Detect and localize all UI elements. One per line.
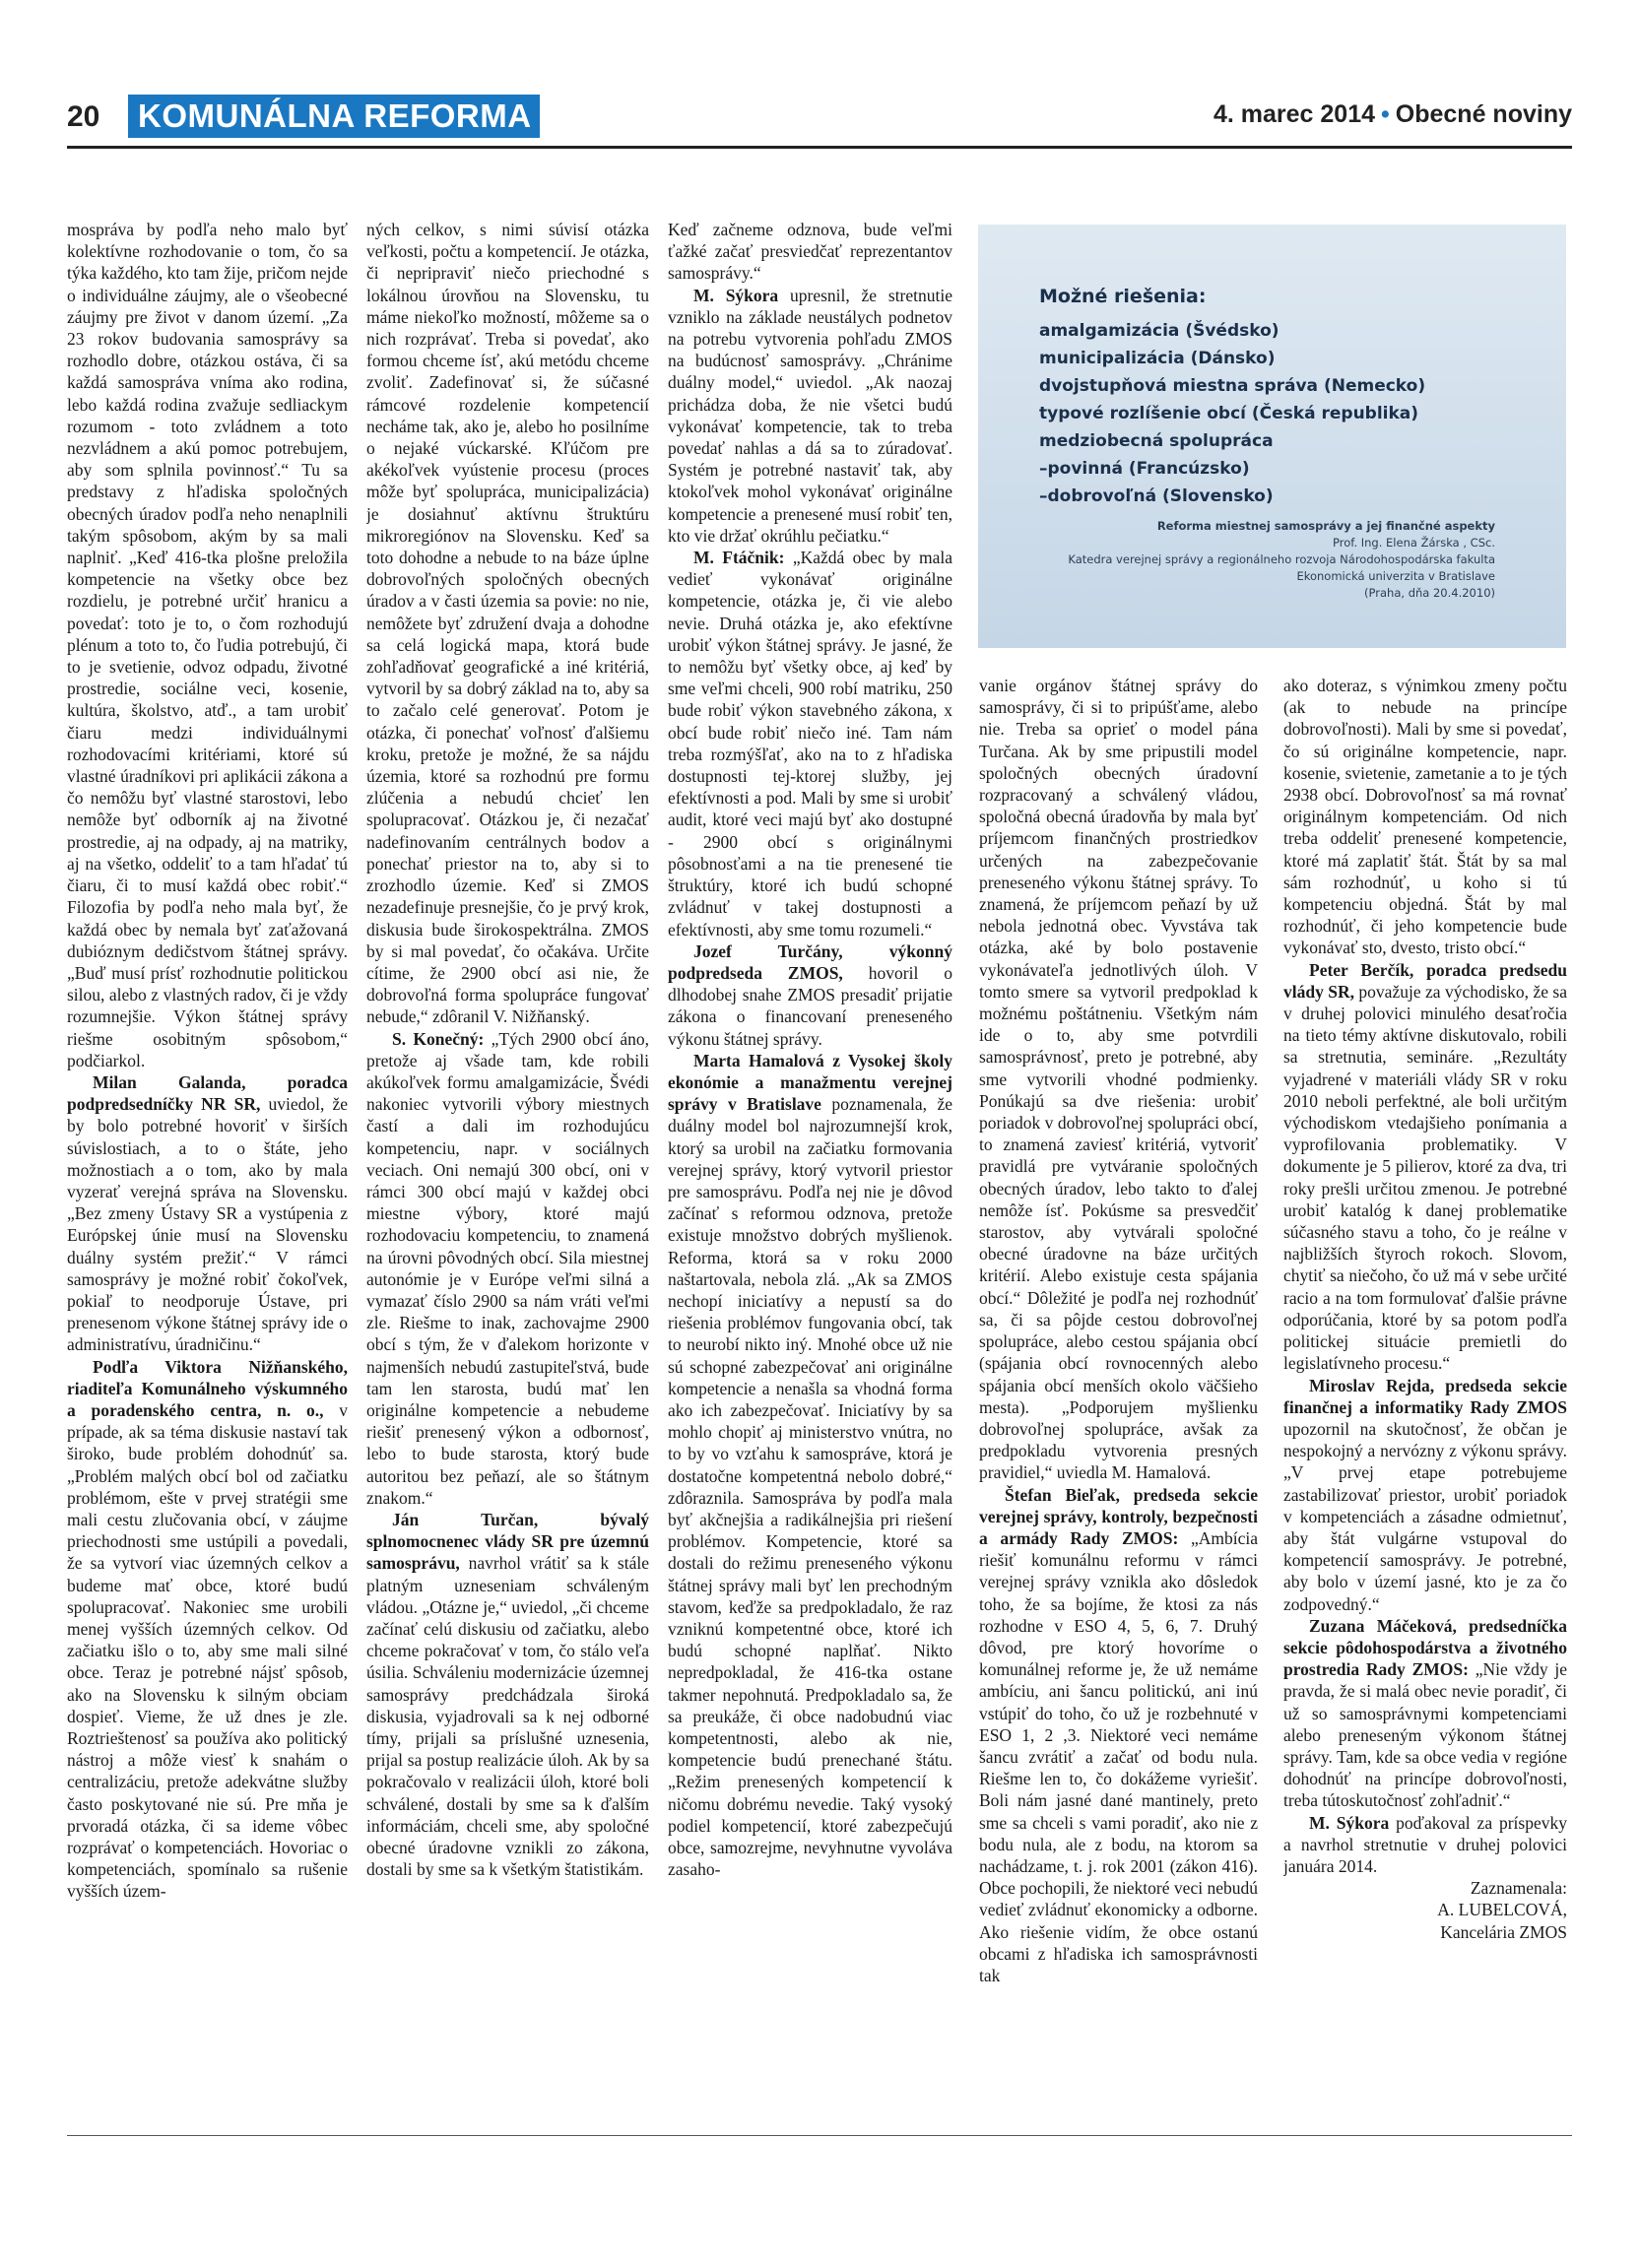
article-paragraph — [1283, 959, 1567, 1375]
article-column-1 — [67, 219, 348, 2129]
slide-source-line: (Praha, dňa 20.4.2010) — [1364, 586, 1495, 600]
speaker-name: Peter Berčík, poradca predsedu vlády SR, — [1283, 959, 1567, 1002]
page-header — [67, 91, 1572, 146]
article-paragraph — [366, 1028, 649, 1509]
article-paragraph — [1283, 675, 1567, 959]
article-paragraph — [1283, 1615, 1567, 1812]
speaker-name: Zuzana Máčeková, predsedníčka sekcie pôdohospodárstva a životného prostredia Rady ZMOS: — [1283, 1615, 1567, 1680]
slide-solutions-list — [1039, 317, 1425, 510]
article-paragraph — [67, 1356, 348, 1903]
slide-item: dvojstupňová miestna správa (Nemecko) — [1039, 376, 1426, 396]
signature-block — [1283, 1877, 1567, 1943]
article-paragraph — [67, 1071, 348, 1356]
slide-item: typové rozlíšenie obcí (Česká republika) — [1039, 404, 1419, 423]
slide-item: municipalizácia (Dánsko) — [1039, 349, 1276, 368]
speaker-name: Milan Galanda, poradca podpredsedníčky NR SR, — [67, 1071, 348, 1115]
separator-dot: • — [1381, 100, 1390, 128]
slide-source — [1068, 518, 1495, 602]
paragraph-text: vanie orgánov štátnej správy do samosprávy, či si to pripúšťame, alebo nie. Treba sa oprieť o model pána Turčana. Ak by sme pripustili model spoločných obecných úradovní rozpracovaný a schválený vládou, spoločná obecná úradovňa by mala byť príjemcom finančných prostriedkov určených na zabezpečovanie preneseného výkonu štátnej správy. To znamená, že príjemcom peňazí by už nebola jednotná obec. Vyvstáva tak otázka, aké by bolo postavenie vykonávateľa jednotlivých úloh. V tomto smere sa vytvoril predpoklad k možnému poštátneniu. Všetkým nám ide o to, aby sme potvrdili samosprávnosť, preto je potrebné, aby sme vytvorili vhodné podmienky. Ponúkajú sa dve riešenia: urobiť poriadok v dobrovoľnej spolupráci obcí, to znamená zaviesť kritériá, vytvoriť pravidlá pre vytváranie spoločných obecných úradov, lebo takto to ďalej nemôže ísť. Pokúsme sa presvedčiť starostov, aby vytvárali spoločné obecné úradovne na báze určitých kritérií. Alebo existuje cesta spájania obcí.“ Dôležité je podľa nej rozhodnúť sa, či sa pôjde cestou dobrovoľnej spolupráce, alebo cestou spájania obcí (spájania obcí rovnocenných alebo spájania obcí menších okolo väčšieho mesta). „Podporujem myšlienku dobrovoľnej spolupráce, avšak za predpokladu vytvorenia presných pravidiel,“ uviedla M. Hamalová. — [979, 676, 1258, 1483]
article-column-4 — [979, 675, 1258, 2129]
paragraph-text: ných celkov, s nimi súvisí otázka veľkosti, počtu a kompetencií. Je otázka, či nepripraviť niečo priechodné s lokálnou úrovňou na Slovensku, tu máme niekoľko možností, môžeme sa o nich rozprávať. Treba si povedať, ako formou chceme ísť, akú metódu chceme zvoliť. Zadefinovať si, že súčasné rámcové rozdelenie kompetencií necháme tak, ako je, alebo ho posilníme o nejaké vúckarské. Kľúčom pre akékoľvek vyústenie procesu (proces môže byť spolupráca, municipalizácia) je dosiahnuť aktívnu štruktúru mikroregiónov na Slovensku. Keď sa toto dohodne a nebude to na báze úplne dobrovoľných spoločných obecných úradov a v časti územia sa povie: no nie, nemôžete byť združení dvaja a dohodne sa celá logická mapa, ktorá bude zohľadňovať geografické a iné kritériá, vytvoril by sa dobrý základ na to, aby sa to začalo celé generovať. Potom je otázka, či ponechať voľnosť ďalšiemu kroku, pretože je možné, že sa nájdu územia, ktoré sa rozhodnú pre formu zlúčenia a nebudú chcieť len spolupracovať. Otázkou je, či nezačať nadefinovaním centrálnych bodov a ponechať priestor na to, aby si to zrozhodlo územie. Keď si ZMOS nezadefinuje presnejšie, čo je prvý krok, diskusia bude širokospektrálna. ZMOS by si mal povedať, čo očakáva. Určite cítime, že 2900 obcí asi nie, že dobrovoľná forma spolupráce fungovať nebude,“ zdôranil V. Nižňanský. — [366, 220, 649, 1027]
paragraph-text: Keď začneme odznova, bude veľmi ťažké začať presviedčať reprezentantov samosprávy.“ — [668, 220, 952, 284]
paragraph-text: poznamenala, že duálny model bol najrozumnejší krok, ktorý sa urobil na začiatku formovania verejnej správy, ktorý vytvoril priestor pre samosprávu. Podľa nej nie je dôvod začínať s reformou odznova, pretože existuje množstvo dobrých myšlienok. Reforma, ktorá sa v roku 2000 naštartovala, nebola zlá. „Ak sa ZMOS nechopí iniciatívy a nepustí sa do riešenia problémov fungovania obcí, tak to neurobí nikto iný. Mnohé obce už nie sú schopné zabezpečovať ani originálne kompetencie a nenašla sa vhodná forma ako ich zabezpečovať. Iniciatívy by sa mohlo chopiť aj ministerstvo vnútra, no to by vo vzťahu k samospráve, ktorá je dostatočne kompetentná nebolo dobré,“ zdôraznila. Samospráva by podľa mala byť akčnejšia a radikálnejšia pri riešení problémov. Kompetencie, ktoré sa dostali do režimu preneseného výkonu štátnej správy mali byť len prechodným stavom, keďže sa predpokladalo, že raz vzniknú kompetentné obce, ktoré ich budú schopné naplňať. Nikto nepredpokladal, že 416-tka ostane takmer nepohnutá. Predpokladalo sa, že sa preukáže, či obce nadobudnú viac kompetentnosti, alebo ak nie, kompetencie budú prenechané štátu. „Režim prenesených kompetencií k ničomu dobrému nevedie. Taký vysoký podiel kompetencií, ktoré zabezpečujú obce, samozrejme, nevyhnutne vyvoláva zasaho- — [668, 1094, 952, 1880]
speaker-name: Jozef Turčány, výkonný podpredseda ZMOS, — [668, 940, 952, 983]
paragraph-text: „Ambícia riešiť komunálnu reformu v rámci verejnej správy vznikla ako dôsledok toho, že sa bojíme, že ktosi za nás rozhodne v ESO 4, 5, 6, 7. Druhý dôvod, pre ktorý hovoríme o komunálnej reforme je, že už nemáme ambíciu, ani šancu politickú, ani inú vstúpiť do toho, čo už je rozbehnuté v ESO 1, 2 ,3. Niektoré veci nemáme šancu zvrátiť a začať od bodu nula. Riešme len to, čo dokážeme vyriešiť. Boli nám jasné dané mantinely, preto sme sa chceli s vami poradiť, ako nie z bodu nula, ale z bodu, na ktorom sa nachádzame, t. j. rok 2001 (zákon 416). Obce pochopili, že niektoré veci nebudú vedieť zvládnuť ekonomicky a odborne. Ako riešenie vidím, že obce ostanú obcami z hľadiska ich samosprávnosti tak — [979, 1527, 1258, 1985]
publication-name: Obecné noviny — [1395, 100, 1572, 128]
speaker-name: M. Sýkora — [693, 285, 779, 305]
article-column-2 — [366, 219, 649, 2129]
paragraph-text: považuje za východisko, že sa v druhej polovici minulého desaťročia na tieto témy aktívne diskutovalo, robili sa stretnutia, semináre. „Rezultáty vyjadrené v materiáli vlády SR v roku 2010 neboli perfektné, ale boli určitým východiskom vtedajšieho ponímania a vyprofilovania problematiky. V dokumente je 5 pilierov, ktoré za dva, tri roky prešli určitou zmenou. Je potrebné urobiť katalóg k danej problematike súčasného stavu a toho, čo je reálne v najbližších štyroch rokoch. Slovom, chytiť sa niečoho, čo už má v sebe určité racio a na tom formulovať ďalšie právne odporúčania, ktoré by sa potom podľa politickej situácie premietli do legislatívneho procesu.“ — [1283, 981, 1567, 1374]
page-number: 20 — [67, 100, 100, 133]
article-paragraph — [668, 285, 952, 547]
speaker-name: Marta Hamalová z Vysokej školy ekonómie a manažmentu verejnej správy v Bratislave — [668, 1050, 952, 1115]
signature-name: A. LUBELCOVÁ, — [1437, 1900, 1567, 1920]
slide-source-line: Ekonomická univerzita v Bratislave — [1296, 569, 1495, 583]
section-title: KOMUNÁLNA REFORMA — [128, 95, 540, 138]
paragraph-text: mospráva by podľa neho malo byť kolektívne rozhodovanie o tom, čo sa týka každého, kto tam žije, pričom nejde o individuálne záujmy, ale o všeobecné záujmy pre život v danom území. „Za 23 rokov budovania samosprávy sa rozhodlo dobre, otázkou ostáva, či sa každá samospráva vníma ako rodina, lebo každá rodina zvažuje sedliackym rozumom - toto zvládnem a toto nezvládnem a akú pomoc potrebujem, aby som splnila povinnosť.“ Tu sa predstavy z hľadiska spoločných obecných úradov podľa neho nenaplnili takým spôsobom, akým by sa mali naplniť. „Keď 416-tka plošne preložila kompetencie na všetky obce bez rozdielu, je potrebné určiť hranicu a povedať: toto je to, o čom rozhodujú plénum a toto to, čo ľudia potrebujú, či to je svetienie, odvoz odpadu, životné prostredie, sociálne veci, kosenie, kultúra, školstvo, atď., a tam urobiť čiaru medzi individuálnymi rozhodovacími kritériami, ktoré sú vlastné úradníkovi pri aplikácii zákona a čo nemôžu byť vlastné starostovi, lebo nemôže byť odborník aj na životné prostredie, aj na odpady, aj na matriky, aj na všetko, oddeliť to a tam hľadať tú čiaru, či to musí každá obec robiť.“ Filozofia by podľa neho mala byť, že každá obec by nemala byť zaťažovaná dubióznym dedičstvom štátnej správy. „Buď musí prísť rozhodnutie politickou silou, alebo z vlastných radov, či je vždy rozumnejšie. Výkon štátnej správy riešme osobitným spôsobom,“ podčiarkol. — [67, 220, 348, 1070]
slide-heading: Možné riešenia: — [1039, 286, 1207, 307]
article-paragraph — [979, 1484, 1258, 1987]
slide-item: medziobecná spolupráca — [1039, 431, 1274, 451]
speaker-name: Ján Turčan, bývalý splnomocnenec vlády SR pre územnú samosprávu, — [366, 1509, 649, 1574]
speaker-name: M. Sýkora — [1309, 1812, 1390, 1833]
header-rule — [67, 146, 1572, 149]
article-paragraph — [366, 219, 649, 1028]
article-paragraph — [979, 675, 1258, 1484]
paragraph-text: navrhol vrátiť sa k stále platným uzneseniam schváleným vládou. „Otázne je,“ uviedol, „či chceme začínať celú diskusiu od začiatku, alebo chceme pokračovať v tom, čo stálo veľa úsilia. Schváleniu modernizácie územnej samosprávy predchádzala široká diskusia, vyjadrovali sa k nej odborné tímy, prijali sa príslušné uznesenia, prijal sa postup realizácie úloh. Ak by sa pokračovalo v realizácii úloh, ktoré boli schválené, dostali by sme sa k ďalším informáciám, chceli sme, aby spoločné obecné úradovne vznikli zo zákona, dostali by sme sa k všetkým štatistikám. — [366, 1553, 649, 1880]
issue-date: 4. marec 2014 — [1213, 100, 1376, 128]
presentation-slide-image — [978, 225, 1566, 648]
slide-item: –povinná (Francúzsko) — [1039, 459, 1250, 479]
dateline — [1214, 100, 1572, 129]
paragraph-text: ako doteraz, s výnimkou zmeny počtu (ak to nebude na princípe dobrovoľnosti). Mali by sme si povedať, čo sú originálne kompetencie, napr. kosenie, svietenie, zametanie a to je tých 2938 obcí. Dobrovoľnosť sa má rovnať originálnym kompetenciám. Od nich treba oddeliť prenesené kompetencie, ktoré má zaplatiť štát. Štát by sa mal sám rozhodnúť, u koho si tú kompetenciu objedná. Štát by mal rozhodnúť, či jeho kompetencie bude vykonávať sto, dvesto, tristo obcí.“ — [1283, 676, 1567, 958]
article-paragraph — [1283, 1812, 1567, 1878]
slide-source-line: Prof. Ing. Elena Žárska , CSc. — [1332, 536, 1495, 550]
signature-org: Kancelária ZMOS — [1440, 1921, 1567, 1942]
paragraph-text: „Tých 2900 obcí áno, pretože aj všade tam, kde robili akúkoľvek formu amalgamizácie, Švédi nakoniec vytvorili výbory miestnych častí a dali im rozhodujúcu kompetenciu, napr. v sociálnych veciach. Oni nemajú 300 obcí, oni v rámci 300 obcí majú v každej obci miestne výbory, ktoré majú rozhodovaciu kompetenciu, to znamená na úrovni pôvodných obcí. Sila miestnej autonómie je v Európe veľmi silná a vymazať číslo 2900 sa nám vráti veľmi zle. Riešme to inak, zachovajme 2900 obcí s tým, že v ďalekom horizonte v najmenších nebudú zastupiteľstvá, bude tam len starosta, budú mať len originálne kompetencie a nebudeme riešiť prenesený výkon a odbornosť, lebo to bude starosta, ktorý bude autoritou bez peňazí, ale so štátnym znakom.“ — [366, 1028, 649, 1508]
article-column-3 — [668, 219, 952, 2129]
article-paragraph — [366, 1509, 649, 1880]
paragraph-text: upozornil na skutočnosť, že občan je nespokojný a nervózny z výkonu správy. „V prvej etape potrebujeme zastabilizovať priestor, urobiť poriadok v kompetenciách a zásadne odmietnuť, aby štát vulgárne vstupoval do kompetencií samosprávy. Je potrebné, aby bolo v území jasné, kto je za čo zodpovedný.“ — [1283, 1418, 1567, 1614]
speaker-name: S. Konečný: — [392, 1028, 485, 1049]
paragraph-text: hovoril o dlhodobej snahe ZMOS presadiť prijatie zákona o financovaní preneseného výkonu štátnej správy. — [668, 962, 952, 1049]
speaker-name: Štefan Bieľak, predseda sekcie verejnej správy, kontroly, bezpečnosti a armády Rady ZMOS: — [979, 1484, 1258, 1548]
article-paragraph — [668, 940, 952, 1050]
signature-label: Zaznamenala: — [1470, 1878, 1567, 1899]
speaker-name: Miroslav Rejda, predseda sekcie finančnej a informatiky Rady ZMOS — [1283, 1375, 1567, 1417]
footer-rule — [67, 2135, 1572, 2136]
slide-source-line: Reforma miestnej samosprávy a jej finančné aspekty — [1156, 519, 1495, 533]
article-paragraph — [668, 547, 952, 940]
speaker-name: M. Ftáčnik: — [693, 548, 785, 568]
slide-item: amalgamizácia (Švédsko) — [1039, 321, 1279, 341]
paragraph-text: upresnil, že stretnutie vzniklo na základe neustálych podnetov na potrebu vytvorenia pohľadu ZMOS na budúcnosť samosprávy. „Chránime duálny model,“ uviedol. „Ak naozaj prichádza doba, že nie všetci budú vykonávať kompetencie, tak to treba povedať nahlas a dá sa to zúradovať. Systém je potrebné nastaviť tak, aby ktokoľvek mohol vykonávať originálne kompetencie a prenesené musí robiť ten, kto vie držať okrúhlu pečiatku.“ — [668, 285, 952, 546]
article-paragraph — [1283, 1375, 1567, 1615]
article-paragraph — [668, 1050, 952, 1881]
article-paragraph — [668, 219, 952, 285]
paragraph-text: v prípade, ak sa téma diskusie nastaví tak široko, bude problém dohodnúť sa. „Problém malých obcí bol od začiatku problémom, ešte v prvej stratégii sme mali cestu zlučovania obcí, v záujme priechodnosti sme ustúpili a povedali, že sa vytvorí viac územných celkov a budeme mať obce, ktoré budú spolupracovať. Nakoniec sme urobili menej vyšších územných celkov. Od začiatku išlo o to, aby sme mali silné obce. Teraz je potrebné nájsť spôsob, ako na Slovensku k silným obciam dospieť. Vieme, že už dnes je zle. Roztrieštenosť sa používa ako politický nástroj a môže viesť k snahám o centralizáciu, pretože adekvátne služby často poskytované nie sú. Pre mňa je prvoradá otázka, či sa ideme vôbec rozprávať o kompetenciách. Hovoriac o kompetenciách, spomínalo sa rušenie vyšších územ- — [67, 1399, 348, 1902]
paragraph-text: „Nie vždy je pravda, že si malá obec nevie poradiť, či už so samosprávnymi kompetenciami alebo preneseným výkonom štátnej správy. Tam, kde sa obce vedia v regióne dohodnúť na princípe dobrovoľnosti, treba tútoskutočnosť zohľadniť.“ — [1283, 1659, 1567, 1811]
slide-item: –dobrovoľná (Slovensko) — [1039, 486, 1274, 506]
paragraph-text: uviedol, že by bolo potrebné hovoriť v širších súvislostiach, a to o štáte, jeho možnostiach a o tom, ako by mala vyzerať verejná správa na Slovensku. „Bez zmeny Ústavy SR a vystúpenia z Európskej únie musí na Slovensku duálny systém prežiť.“ V rámci samosprávy je možné robiť čokoľvek, pokiaľ to neodporuje Ústave, pri prenesenom výkone štátnej správy ide o administratívu, úradničinu.“ — [67, 1094, 348, 1355]
slide-source-line: Katedra verejnej správy a regionálneho rozvoja Národohospodárska fakulta — [1068, 552, 1495, 566]
article-paragraph — [67, 219, 348, 1071]
paragraph-text: „Každá obec by mala vedieť vykonávať originálne kompetencie, otázka je, či vie alebo nevie. Druhá otázka je, ako efektívne urobiť výkon štátnej správy. Je jasné, že to nemôžu byť všetky obce, aj keď by sme veľmi chceli, 900 robí matriku, 250 bude robiť výkon stavebného zákona, x obcí bude robiť niečo iné. Tam nám treba rozmýšľať, ako na to z hľadiska dostupnosti tej-ktorej služby, jej efektívnosti a pod. Mali by sme si urobiť audit, ktoré veci majú byť ako dostupné - 2900 obcí s originálnymi pôsobnosťami a na tie prenesené tie štruktúry, ktoré ich budú schopné zvládnuť v takej dostupnosti a efektívnosti, aby sme tomu rozumeli.“ — [668, 548, 952, 940]
article-column-5 — [1283, 675, 1567, 2129]
paragraph-text: poďakoval za príspevky a navrhol stretnutie v druhej polovici januára 2014. — [1283, 1812, 1567, 1876]
speaker-name: Podľa Viktora Nižňanského, riaditeľa Komunálneho výskumného a poradenského centra, n. o., — [67, 1356, 348, 1420]
